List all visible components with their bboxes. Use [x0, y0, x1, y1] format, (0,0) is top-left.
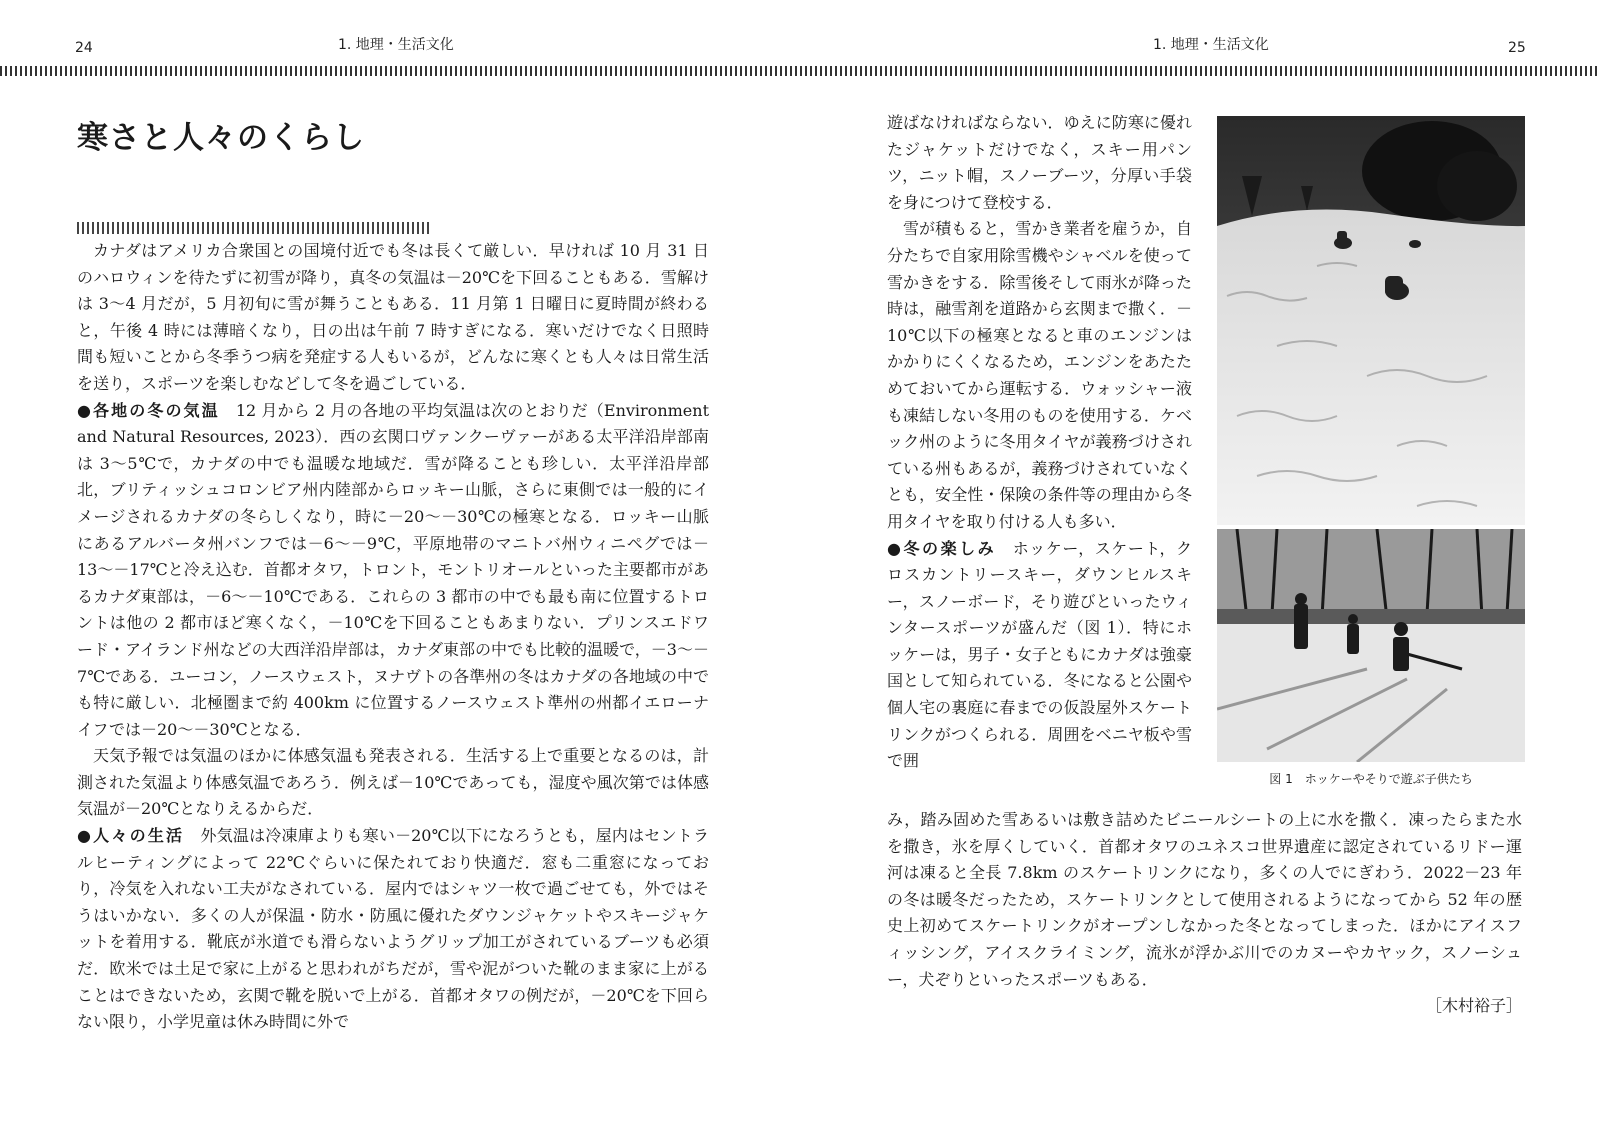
section-text: 12 月から 2 月の各地の平均気温は次のとおりだ（Environment and Natural Resources, 2023）．西の玄関口ヴァンクーヴァーがある太平洋沿岸部南は 3～5℃で，カナダの中でも温暖な地域だ．雪が降ることも珍しい．太平洋沿岸部北，ブリティッシュコロンビア州内陸部からロッキー山脈，さらに東側では一般的にイメージされるカナダの冬らしくなり，時に－20～－30℃の極寒となる．ロッキー山脈にあるアルバータ州バンフでは－6～－9℃，平原地帯のマニトバ州ウィニペグでは－13～－17℃と冷え込む．首都オタワ，トロント，モントリオールといった主要都市があるカナダ東部は，－6～－10℃である．これらの 3 都市の中でも最も南に位置するトロントは他の 2 都市ほど寒くなく，－10℃を下回ることもあまりない．プリンスエドワード・アイランド州などの大西洋沿岸部は，カナダ東部の中でも比較的温暖で，－3～－7℃である．ユーコン，ノースウェスト，ヌナヴトの各準州の冬はカナダの各地域の中でも特に厳しい．北極圏まで約 400km に位置するノースウェスト準州の州都イエローナイフでは－20～－30℃となる． — [77, 400, 709, 739]
figure-caption: 図 1 ホッケーやそりで遊ぶ子供たち — [1269, 772, 1473, 786]
section-text: 外気温は冷凍庫よりも寒い－20℃以下になろうとも，屋内はセントラルヒーティングによって 22℃ぐらいに保たれており快適だ．窓も二重窓になっており，冷気を入れない工夫がなされている．屋内ではシャツ一枚で過ごせても，外ではそうはいかない．多くの人が保温・防水・防風に優れたダウンジャケットやスキージャケットを着用する．靴底が氷道でも滑らないようグリップ加工がされているブーツも必須だ．欧米では土足で家に上がると思われがちだが，雪や泥がついた靴のまま家に上がることはできないため，玄関で靴を脱いで上がる．首都オタワの例だが，－20℃を下回らない限り，小学児童は休み時間に外で — [77, 826, 709, 1032]
author-credit: ［木村裕子］ — [1425, 996, 1522, 1016]
paragraph-continued: 遊ばなければならない．ゆえに防寒に優れたジャケットだけでなく，スキー用パンツ，ニット帽，スノーブーツ，分厚い手袋を身につけて登校する． — [887, 113, 1192, 212]
paragraph-intro: カナダはアメリカ合衆国との国境付近でも冬は長くて厳しい．早ければ 10 月 31 日のハロウィンを待たずに初雪が降り，真冬の気温は－20℃を下回ることもある．雪解けは 3～4 月だが，5 月初旬に雪が舞うこともある．11 月第 1 日曜日に夏時間が終わると，午後 4 時には薄暗くなり，日の出は午前 7 時すぎになる．寒いだけでなく日照時間も短いことから冬季うつ病を発症する人もいるが，どんなに寒くとも人々は日常生活を送り，スポーツを楽しむなどして冬を過ごしている． — [77, 241, 709, 393]
section-heading: ●人々の生活 — [77, 826, 185, 846]
title-rule — [77, 222, 429, 234]
hockey-photo — [1217, 529, 1525, 762]
header-rule — [0, 66, 1600, 76]
right-page-number: 25 — [1508, 40, 1526, 56]
paragraph-wind-chill: 天気予報では気温のほかに体感気温も発表される．生活する上で重要となるのは，計測された気温より体感気温であろう．例えば－10℃であっても，湿度や風次第では体感気温が－20℃となりえるからだ． — [77, 746, 709, 819]
paragraph-rinks: み，踏み固めた雪あるいは敷き詰めたビニールシートの上に水を撒く．凍ったらまた水を撒き，氷を厚くしていく．首都オタワのユネスコ世界遺産に認定されているリドー運河は凍ると全長 7.8km のスケートリンクになり，多くの人でにぎわう．2022－23 年の冬は暖冬だったため，スケートリンクとして使用されるようになってから 52 年の歴史上初めてスケートリンクがオープンしなかった冬となってしまった．ほかにアイスフィッシング，アイスクライミング，流氷が浮かぶ川でのカヌーやカヤック，スノーシュー，犬ぞりといったスポーツもある． — [887, 810, 1522, 989]
left-column — [77, 238, 709, 1036]
section-winter-fun — [887, 536, 1192, 775]
left-page-number: 24 — [75, 40, 93, 56]
section-text: ホッケー，スケート，クロスカントリースキー，ダウンヒルスキー，スノーボード，そり遊びといったウィンタースポーツが盛んだ（図 1）．特にホッケーは，男子・女子ともにカナダは強豪国として知られている．冬になると公園や個人宅の裏庭に春までの仮設屋外スケートリンクがつくられる．周囲をベニヤ板や雪で囲 — [887, 538, 1193, 771]
right-column-top — [887, 110, 1192, 775]
left-running-head: 1. 地理・生活文化 — [338, 37, 454, 53]
section-heading: ●各地の冬の気温 — [77, 400, 220, 420]
article-title: 寒さと人々のくらし — [77, 120, 365, 156]
section-daily-life — [77, 823, 709, 1036]
paragraph-snow-removal: 雪が積もると，雪かき業者を雇うか，自分たちで自家用除雪機やシャベルを使って雪かきをする．除雪後そして雨氷が降った時は，融雪剤を道路から玄関まで撒く．－10℃以下の極寒となると車のエンジンはかかりにくくなるため，エンジンをあたためておいてから運転する．ウォッシャー液も凍結しない冬用のものを使用する．ケベック州のように冬用タイヤが義務づけされている州もあるが，義務づけされていなくとも，安全性・保険の条件等の理由から冬用タイヤを取り付ける人も多い． — [887, 219, 1192, 531]
sledding-photo — [1217, 116, 1525, 525]
right-column-bottom — [887, 807, 1522, 1020]
section-winter-temperatures — [77, 398, 709, 744]
right-running-head: 1. 地理・生活文化 — [1153, 37, 1269, 53]
section-heading: ●冬の楽しみ — [887, 538, 997, 558]
